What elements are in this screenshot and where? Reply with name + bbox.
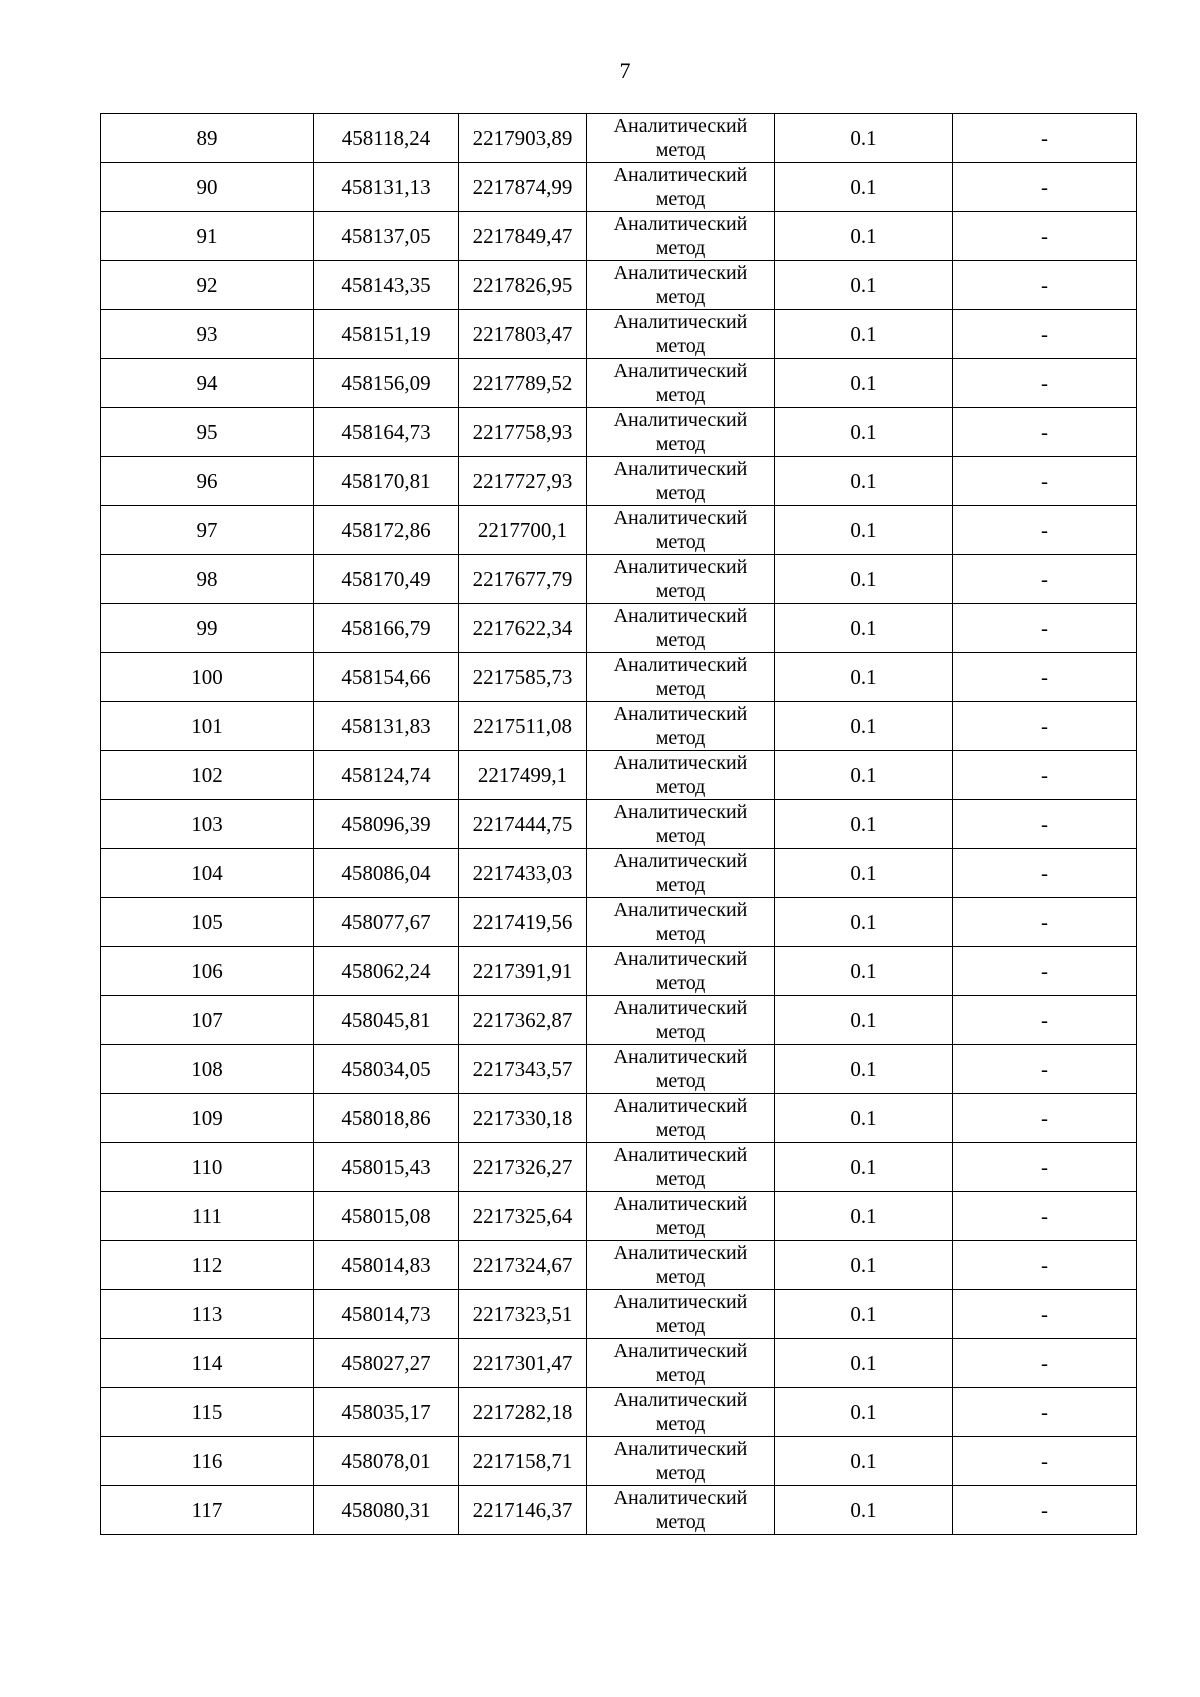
table-row <box>101 506 1137 555</box>
x-coordinate-cell: 458080,31 <box>314 1486 459 1535</box>
x-coordinate-cell: 458143,35 <box>314 261 459 310</box>
x-coordinate-cell: 458156,09 <box>314 359 459 408</box>
method-cell <box>587 1339 775 1388</box>
point-number-cell: 106 <box>101 947 314 996</box>
note-cell: - <box>953 555 1137 604</box>
table-row <box>101 1339 1137 1388</box>
point-number-cell: 92 <box>101 261 314 310</box>
method-label-line-1: Аналитический <box>613 850 748 872</box>
method-label-line-1: Аналитический <box>613 801 748 823</box>
accuracy-cell: 0.1 <box>775 1045 953 1094</box>
method-label-line-2: метод <box>655 1119 706 1141</box>
note-cell: - <box>953 408 1137 457</box>
point-number-cell: 98 <box>101 555 314 604</box>
point-number-cell: 90 <box>101 163 314 212</box>
point-number-cell: 95 <box>101 408 314 457</box>
accuracy-cell: 0.1 <box>775 408 953 457</box>
table-row <box>101 310 1137 359</box>
table-row <box>101 898 1137 947</box>
y-coordinate-cell: 2217874,99 <box>459 163 587 212</box>
method-label-line-2: метод <box>655 1462 706 1484</box>
accuracy-cell: 0.1 <box>775 1339 953 1388</box>
x-coordinate-cell: 458045,81 <box>314 996 459 1045</box>
table-row <box>101 1437 1137 1486</box>
method-label-line-2: метод <box>655 384 706 406</box>
accuracy-cell: 0.1 <box>775 1192 953 1241</box>
method-label-line-1: Аналитический <box>613 1291 748 1313</box>
method-label-line-1: Аналитический <box>613 948 748 970</box>
method-cell <box>587 506 775 555</box>
method-label-line-2: метод <box>655 335 706 357</box>
method-cell <box>587 457 775 506</box>
table-row <box>101 800 1137 849</box>
method-cell <box>587 212 775 261</box>
y-coordinate-cell: 2217324,67 <box>459 1241 587 1290</box>
table-row <box>101 212 1137 261</box>
x-coordinate-cell: 458015,43 <box>314 1143 459 1192</box>
accuracy-cell: 0.1 <box>775 212 953 261</box>
method-cell <box>587 1241 775 1290</box>
y-coordinate-cell: 2217789,52 <box>459 359 587 408</box>
method-label-line-1: Аналитический <box>613 1144 748 1166</box>
method-cell <box>587 1437 775 1486</box>
y-coordinate-cell: 2217444,75 <box>459 800 587 849</box>
method-cell <box>587 555 775 604</box>
point-number-cell: 117 <box>101 1486 314 1535</box>
method-label-line-1: Аналитический <box>613 1438 748 1460</box>
x-coordinate-cell: 458096,39 <box>314 800 459 849</box>
accuracy-cell: 0.1 <box>775 1437 953 1486</box>
y-coordinate-cell: 2217511,08 <box>459 702 587 751</box>
y-coordinate-cell: 2217758,93 <box>459 408 587 457</box>
point-number-cell: 113 <box>101 1290 314 1339</box>
method-label-line-1: Аналитический <box>613 1193 748 1215</box>
method-cell <box>587 800 775 849</box>
point-number-cell: 104 <box>101 849 314 898</box>
table-row <box>101 261 1137 310</box>
y-coordinate-cell: 2217146,37 <box>459 1486 587 1535</box>
x-coordinate-cell: 458078,01 <box>314 1437 459 1486</box>
point-number-cell: 99 <box>101 604 314 653</box>
note-cell: - <box>953 849 1137 898</box>
accuracy-cell: 0.1 <box>775 1241 953 1290</box>
method-label-line-1: Аналитический <box>613 458 748 480</box>
accuracy-cell: 0.1 <box>775 1290 953 1339</box>
method-cell <box>587 1143 775 1192</box>
method-cell <box>587 702 775 751</box>
method-cell <box>587 653 775 702</box>
method-cell <box>587 996 775 1045</box>
method-label-line-1: Аналитический <box>613 507 748 529</box>
y-coordinate-cell: 2217622,34 <box>459 604 587 653</box>
method-cell <box>587 1388 775 1437</box>
table-row <box>101 1486 1137 1535</box>
x-coordinate-cell: 458164,73 <box>314 408 459 457</box>
method-cell <box>587 1192 775 1241</box>
note-cell: - <box>953 506 1137 555</box>
method-label-line-2: метод <box>655 874 706 896</box>
method-cell <box>587 947 775 996</box>
x-coordinate-cell: 458137,05 <box>314 212 459 261</box>
point-number-cell: 97 <box>101 506 314 555</box>
note-cell: - <box>953 898 1137 947</box>
method-label-line-2: метод <box>655 727 706 749</box>
accuracy-cell: 0.1 <box>775 702 953 751</box>
note-cell: - <box>953 604 1137 653</box>
accuracy-cell: 0.1 <box>775 751 953 800</box>
method-label-line-1: Аналитический <box>613 1389 748 1411</box>
note-cell: - <box>953 1143 1137 1192</box>
method-label-line-2: метод <box>655 286 706 308</box>
note-cell: - <box>953 653 1137 702</box>
x-coordinate-cell: 458062,24 <box>314 947 459 996</box>
x-coordinate-cell: 458151,19 <box>314 310 459 359</box>
accuracy-cell: 0.1 <box>775 1486 953 1535</box>
y-coordinate-cell: 2217727,93 <box>459 457 587 506</box>
method-label-line-2: метод <box>655 678 706 700</box>
note-cell: - <box>953 1290 1137 1339</box>
note-cell: - <box>953 947 1137 996</box>
method-label-line-2: метод <box>655 776 706 798</box>
method-label-line-2: метод <box>655 1413 706 1435</box>
method-label-line-2: метод <box>655 1168 706 1190</box>
method-label-line-2: метод <box>655 1315 706 1337</box>
point-number-cell: 108 <box>101 1045 314 1094</box>
x-coordinate-cell: 458014,73 <box>314 1290 459 1339</box>
y-coordinate-cell: 2217391,91 <box>459 947 587 996</box>
point-number-cell: 110 <box>101 1143 314 1192</box>
table-row <box>101 555 1137 604</box>
table-row <box>101 702 1137 751</box>
y-coordinate-cell: 2217849,47 <box>459 212 587 261</box>
method-label-line-1: Аналитический <box>613 311 748 333</box>
method-label-line-1: Аналитический <box>613 1095 748 1117</box>
method-label-line-1: Аналитический <box>613 899 748 921</box>
point-number-cell: 114 <box>101 1339 314 1388</box>
method-label-line-1: Аналитический <box>613 703 748 725</box>
y-coordinate-cell: 2217700,1 <box>459 506 587 555</box>
note-cell: - <box>953 800 1137 849</box>
method-cell <box>587 359 775 408</box>
x-coordinate-cell: 458154,66 <box>314 653 459 702</box>
method-label-line-1: Аналитический <box>613 1487 748 1509</box>
method-label-line-2: метод <box>655 1217 706 1239</box>
table-row <box>101 1241 1137 1290</box>
note-cell: - <box>953 1094 1137 1143</box>
point-number-cell: 101 <box>101 702 314 751</box>
x-coordinate-cell: 458131,83 <box>314 702 459 751</box>
point-number-cell: 89 <box>101 114 314 163</box>
method-cell <box>587 751 775 800</box>
x-coordinate-cell: 458027,27 <box>314 1339 459 1388</box>
table-row <box>101 1045 1137 1094</box>
accuracy-cell: 0.1 <box>775 800 953 849</box>
method-label-line-1: Аналитический <box>613 1242 748 1264</box>
accuracy-cell: 0.1 <box>775 261 953 310</box>
table-row <box>101 1192 1137 1241</box>
accuracy-cell: 0.1 <box>775 114 953 163</box>
x-coordinate-cell: 458124,74 <box>314 751 459 800</box>
method-label-line-2: метод <box>655 580 706 602</box>
method-label-line-2: метод <box>655 433 706 455</box>
method-cell <box>587 1045 775 1094</box>
accuracy-cell: 0.1 <box>775 604 953 653</box>
accuracy-cell: 0.1 <box>775 163 953 212</box>
method-cell <box>587 1486 775 1535</box>
method-label-line-2: метод <box>655 1511 706 1533</box>
method-label-line-2: метод <box>655 188 706 210</box>
note-cell: - <box>953 1388 1137 1437</box>
method-label-line-1: Аналитический <box>613 1046 748 1068</box>
x-coordinate-cell: 458086,04 <box>314 849 459 898</box>
point-number-cell: 91 <box>101 212 314 261</box>
point-number-cell: 112 <box>101 1241 314 1290</box>
x-coordinate-cell: 458170,49 <box>314 555 459 604</box>
accuracy-cell: 0.1 <box>775 506 953 555</box>
method-label-line-1: Аналитический <box>613 115 748 137</box>
table-row <box>101 1094 1137 1143</box>
point-number-cell: 116 <box>101 1437 314 1486</box>
point-number-cell: 115 <box>101 1388 314 1437</box>
point-number-cell: 93 <box>101 310 314 359</box>
y-coordinate-cell: 2217585,73 <box>459 653 587 702</box>
accuracy-cell: 0.1 <box>775 310 953 359</box>
method-cell <box>587 310 775 359</box>
note-cell: - <box>953 996 1137 1045</box>
accuracy-cell: 0.1 <box>775 996 953 1045</box>
coordinates-table <box>100 113 1137 1535</box>
table-row <box>101 1290 1137 1339</box>
note-cell: - <box>953 457 1137 506</box>
point-number-cell: 102 <box>101 751 314 800</box>
method-label-line-2: метод <box>655 1364 706 1386</box>
note-cell: - <box>953 261 1137 310</box>
method-label-line-1: Аналитический <box>613 164 748 186</box>
method-cell <box>587 849 775 898</box>
method-label-line-2: метод <box>655 482 706 504</box>
method-label-line-2: метод <box>655 237 706 259</box>
method-label-line-1: Аналитический <box>613 556 748 578</box>
note-cell: - <box>953 1339 1137 1388</box>
note-cell: - <box>953 359 1137 408</box>
point-number-cell: 107 <box>101 996 314 1045</box>
accuracy-cell: 0.1 <box>775 849 953 898</box>
x-coordinate-cell: 458166,79 <box>314 604 459 653</box>
method-label-line-1: Аналитический <box>613 360 748 382</box>
note-cell: - <box>953 702 1137 751</box>
accuracy-cell: 0.1 <box>775 359 953 408</box>
accuracy-cell: 0.1 <box>775 555 953 604</box>
point-number-cell: 94 <box>101 359 314 408</box>
accuracy-cell: 0.1 <box>775 1143 953 1192</box>
table-row <box>101 408 1137 457</box>
method-cell <box>587 163 775 212</box>
method-cell <box>587 261 775 310</box>
method-label-line-1: Аналитический <box>613 605 748 627</box>
x-coordinate-cell: 458172,86 <box>314 506 459 555</box>
point-number-cell: 105 <box>101 898 314 947</box>
x-coordinate-cell: 458015,08 <box>314 1192 459 1241</box>
y-coordinate-cell: 2217325,64 <box>459 1192 587 1241</box>
method-cell <box>587 898 775 947</box>
y-coordinate-cell: 2217803,47 <box>459 310 587 359</box>
method-label-line-1: Аналитический <box>613 997 748 1019</box>
method-cell <box>587 1094 775 1143</box>
table-row <box>101 947 1137 996</box>
note-cell: - <box>953 212 1137 261</box>
method-cell <box>587 604 775 653</box>
method-cell <box>587 114 775 163</box>
method-label-line-1: Аналитический <box>613 409 748 431</box>
table-row <box>101 1143 1137 1192</box>
accuracy-cell: 0.1 <box>775 898 953 947</box>
y-coordinate-cell: 2217301,47 <box>459 1339 587 1388</box>
y-coordinate-cell: 2217362,87 <box>459 996 587 1045</box>
x-coordinate-cell: 458035,17 <box>314 1388 459 1437</box>
note-cell: - <box>953 751 1137 800</box>
point-number-cell: 111 <box>101 1192 314 1241</box>
method-label-line-1: Аналитический <box>613 213 748 235</box>
x-coordinate-cell: 458014,83 <box>314 1241 459 1290</box>
method-label-line-1: Аналитический <box>613 1340 748 1362</box>
method-label-line-1: Аналитический <box>613 654 748 676</box>
page-number: 7 <box>619 58 631 83</box>
table-row <box>101 849 1137 898</box>
y-coordinate-cell: 2217903,89 <box>459 114 587 163</box>
y-coordinate-cell: 2217343,57 <box>459 1045 587 1094</box>
method-label-line-2: метод <box>655 629 706 651</box>
accuracy-cell: 0.1 <box>775 1388 953 1437</box>
table-row <box>101 457 1137 506</box>
method-label-line-2: метод <box>655 923 706 945</box>
note-cell: - <box>953 1241 1137 1290</box>
y-coordinate-cell: 2217499,1 <box>459 751 587 800</box>
y-coordinate-cell: 2217330,18 <box>459 1094 587 1143</box>
table-row <box>101 604 1137 653</box>
y-coordinate-cell: 2217326,27 <box>459 1143 587 1192</box>
method-label-line-2: метод <box>655 1021 706 1043</box>
method-cell <box>587 1290 775 1339</box>
point-number-cell: 96 <box>101 457 314 506</box>
table-row <box>101 653 1137 702</box>
table-row <box>101 996 1137 1045</box>
table-row <box>101 359 1137 408</box>
accuracy-cell: 0.1 <box>775 947 953 996</box>
table-row <box>101 751 1137 800</box>
method-label-line-2: метод <box>655 1070 706 1092</box>
note-cell: - <box>953 1486 1137 1535</box>
x-coordinate-cell: 458034,05 <box>314 1045 459 1094</box>
note-cell: - <box>953 1045 1137 1094</box>
method-label-line-2: метод <box>655 139 706 161</box>
table-row <box>101 114 1137 163</box>
point-number-cell: 100 <box>101 653 314 702</box>
method-label-line-2: метод <box>655 1266 706 1288</box>
y-coordinate-cell: 2217433,03 <box>459 849 587 898</box>
table-row <box>101 163 1137 212</box>
point-number-cell: 103 <box>101 800 314 849</box>
note-cell: - <box>953 163 1137 212</box>
y-coordinate-cell: 2217419,56 <box>459 898 587 947</box>
table-row <box>101 1388 1137 1437</box>
method-label-line-2: метод <box>655 825 706 847</box>
y-coordinate-cell: 2217677,79 <box>459 555 587 604</box>
note-cell: - <box>953 1437 1137 1486</box>
y-coordinate-cell: 2217323,51 <box>459 1290 587 1339</box>
note-cell: - <box>953 1192 1137 1241</box>
method-label-line-2: метод <box>655 531 706 553</box>
x-coordinate-cell: 458018,86 <box>314 1094 459 1143</box>
y-coordinate-cell: 2217158,71 <box>459 1437 587 1486</box>
point-number-cell: 109 <box>101 1094 314 1143</box>
note-cell: - <box>953 310 1137 359</box>
accuracy-cell: 0.1 <box>775 1094 953 1143</box>
accuracy-cell: 0.1 <box>775 457 953 506</box>
accuracy-cell: 0.1 <box>775 653 953 702</box>
method-label-line-2: метод <box>655 972 706 994</box>
y-coordinate-cell: 2217282,18 <box>459 1388 587 1437</box>
method-label-line-1: Аналитический <box>613 752 748 774</box>
x-coordinate-cell: 458131,13 <box>314 163 459 212</box>
y-coordinate-cell: 2217826,95 <box>459 261 587 310</box>
x-coordinate-cell: 458170,81 <box>314 457 459 506</box>
note-cell: - <box>953 114 1137 163</box>
method-cell <box>587 408 775 457</box>
method-label-line-1: Аналитический <box>613 262 748 284</box>
x-coordinate-cell: 458118,24 <box>314 114 459 163</box>
x-coordinate-cell: 458077,67 <box>314 898 459 947</box>
